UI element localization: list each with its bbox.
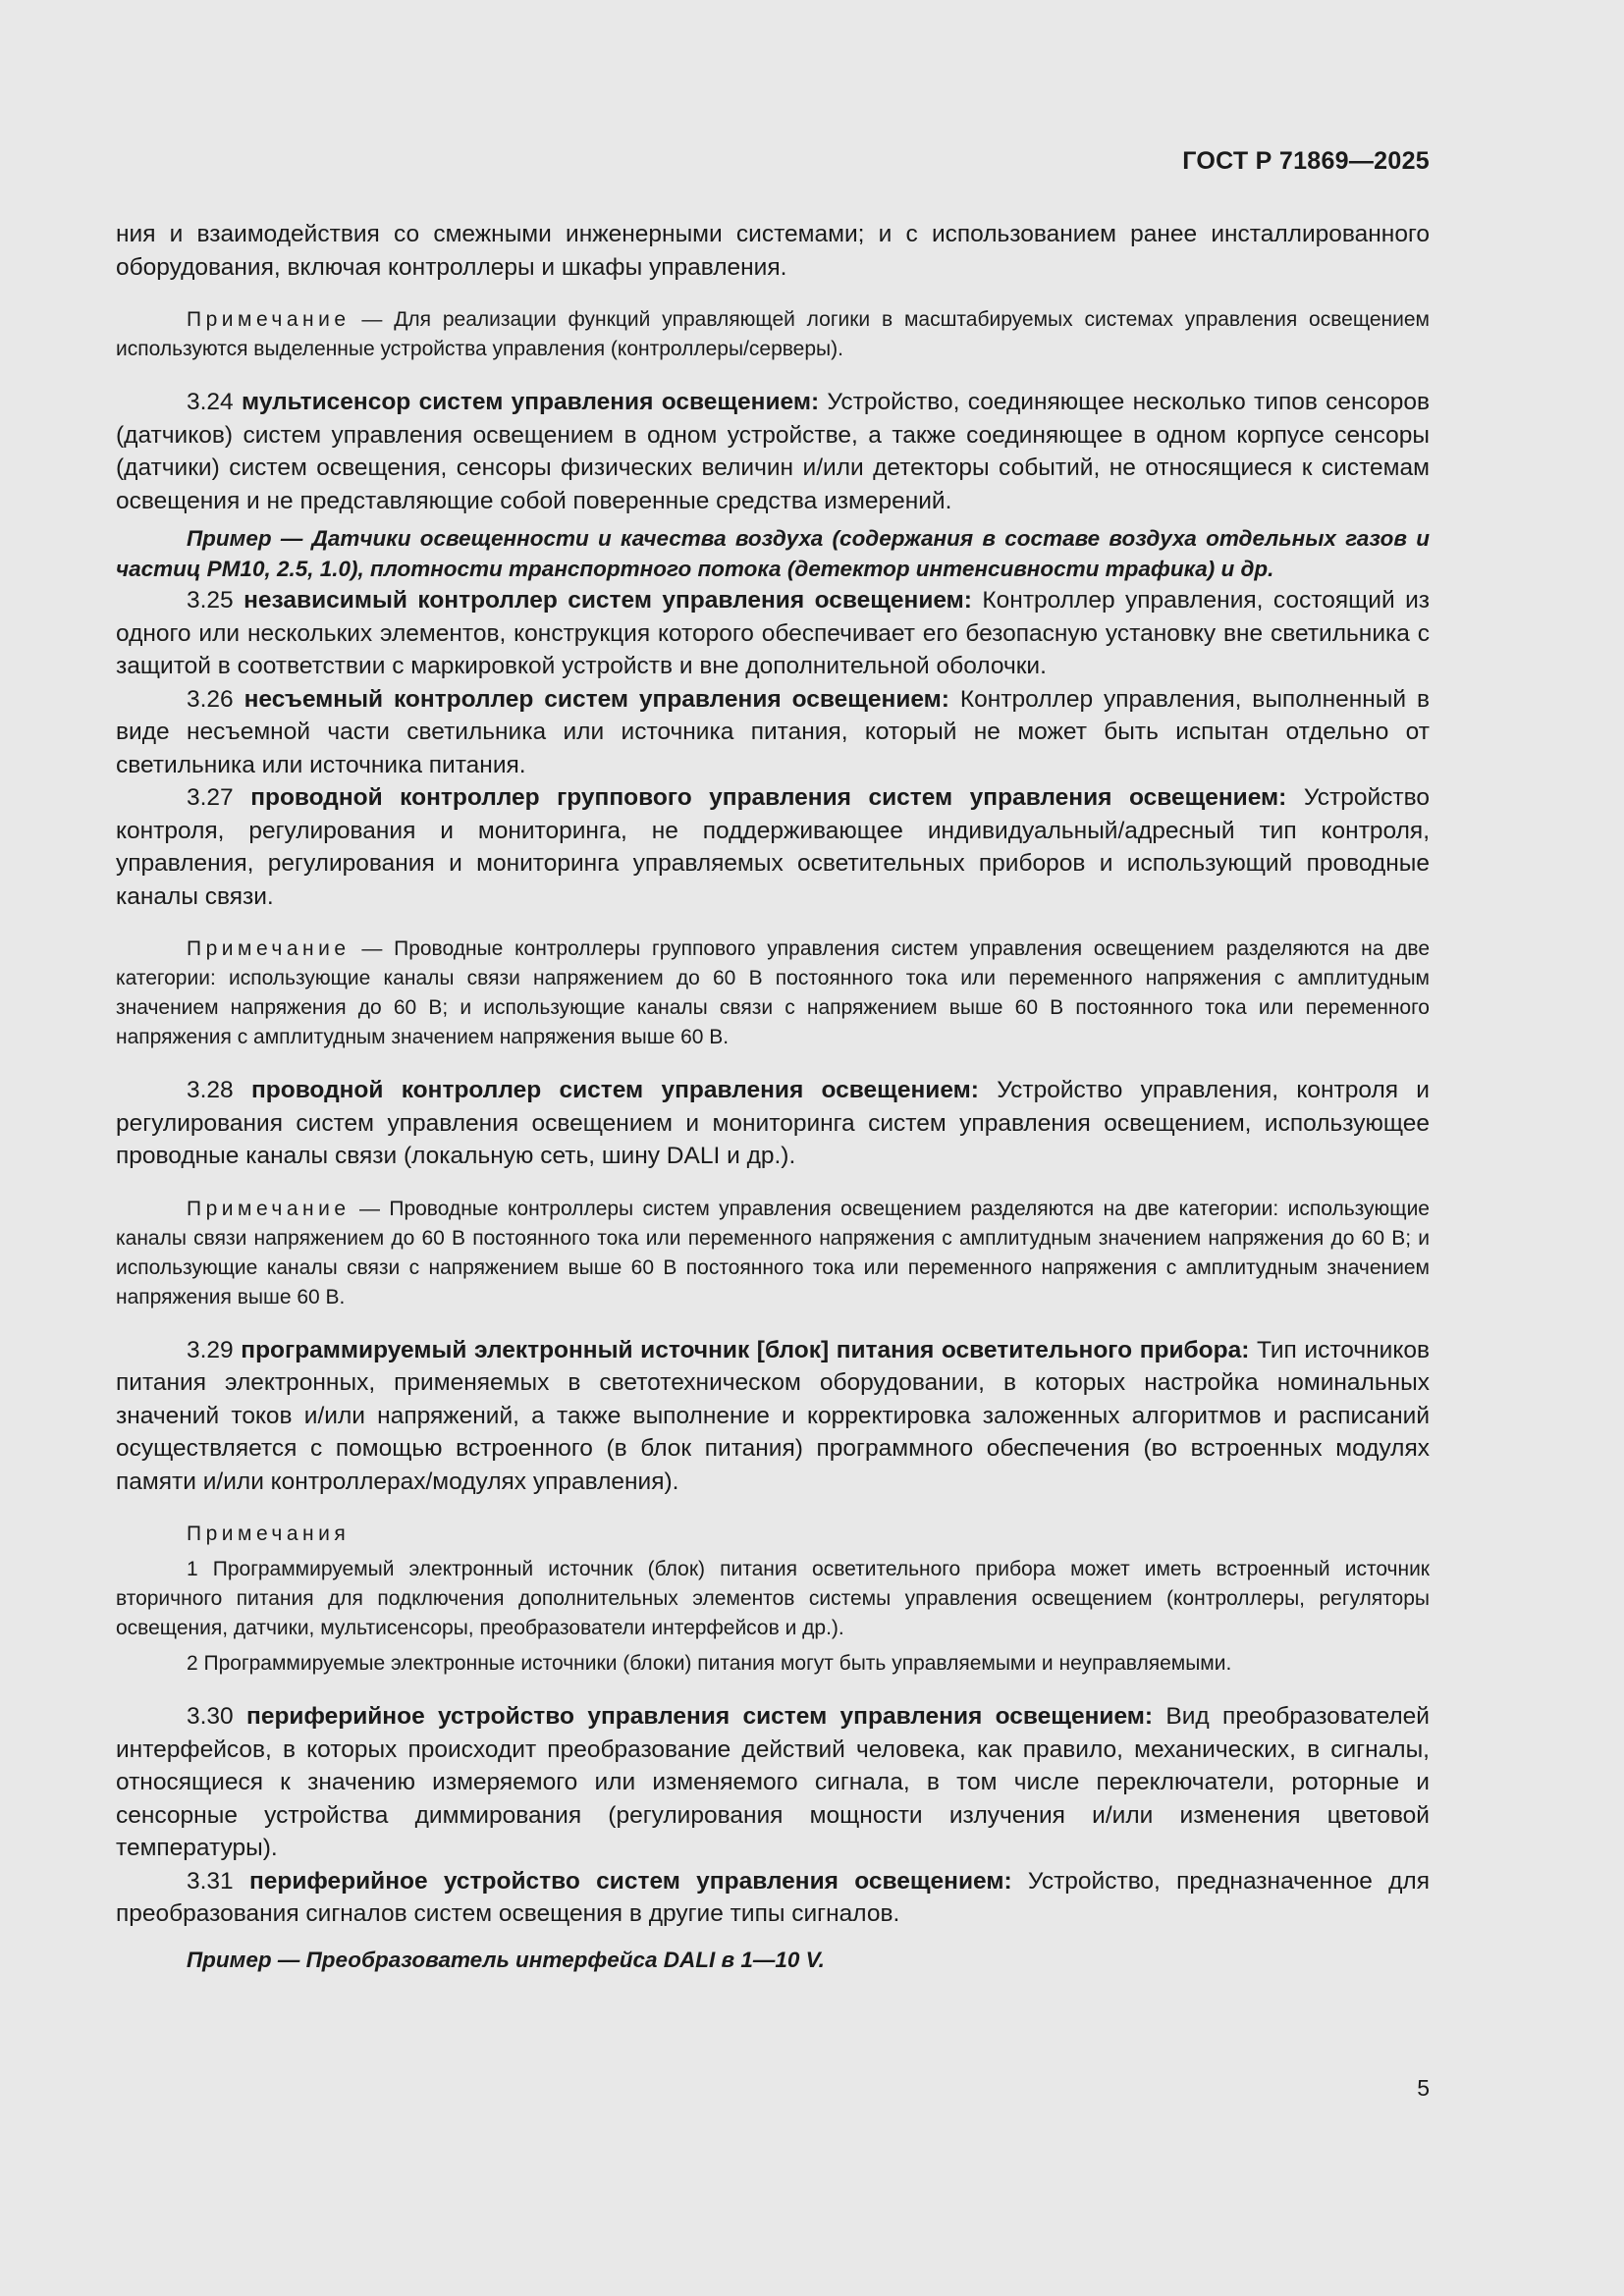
term-number: 3.31 [187, 1867, 249, 1895]
note-item-1: 1 Программируемый электронный источник (блок) питания осветительного прибора может иметь встроенный источник вторичного питания для подключения дополнительных элементов системы управления освещением (контроллеры, регуляторы освещения, датчики, мультисенсоры, преобразователи интерфейсов и др.). [116, 1558, 1430, 1639]
page-header: ГОСТ Р 71869—2025 [1182, 147, 1430, 175]
term-title: периферийное устройство систем управления освещением: [248, 1867, 1012, 1895]
note-label: Примечание [187, 308, 351, 331]
term-3-26 [116, 683, 1430, 782]
term-title: проводной контроллер группового управления систем управления освещением: [250, 784, 1287, 811]
term-definition: Устройство, соединяющее несколько типов сенсоров (датчиков) систем управления освещением в одном устройстве, а также соединяющее в одном корпусе сенсоры (датчики) систем освещения, сенсоры физических величин и/или детекторы событий, не относящиеся к системам освещения и не представляющие собой поверенные средства измерений. [116, 389, 1431, 514]
term-3-31 [116, 1865, 1430, 1931]
note [116, 1195, 1430, 1312]
paragraph-continuation: ния и взаимодействия со смежными инженерными системами; и с использованием ранее инсталлированного оборудования, включая контроллеры и шкафы управления. [116, 221, 1430, 281]
term-number: 3.28 [187, 1077, 251, 1103]
page-number: 5 [1417, 2075, 1430, 2101]
term-title: периферийное устройство управления систем управления освещением: [246, 1703, 1154, 1730]
example: Пример — Датчики освещенности и качества воздуха (содержания в составе воздуха отдельных газов и частиц PM10, 2.5, 1.0), плотности транспортного потока (детектор интенсивности трафика) и др. [116, 526, 1430, 581]
term-number: 3.29 [187, 1336, 242, 1363]
term-title: независимый контроллер систем управления освещением: [244, 587, 972, 614]
term-number: 3.27 [187, 784, 251, 811]
term-definition: Устройство контроля, регулирования и мониторинга, не поддерживающее индивидуальный/адресный тип контроля, управления, регулирования и мониторинга управляемых осветительных приборов и использующий проводные каналы связи. [116, 784, 1430, 910]
note [116, 305, 1430, 364]
note-item-2: 2 Программируемые электронные источники (блоки) питания могут быть управляемыми и неуправляемыми. [187, 1652, 1232, 1675]
note-text: — Проводные контроллеры систем управления освещением разделяются на две категории: использующие каналы связи напряжением до 60 В постоянного тока или переменного напряжения с амплитудным значением напряжения до 60 В; и использующие каналы связи с напряжением выше 60 В постоянного тока или переменного напряжения с амплитудным значением напряжения выше 60 В. [116, 1197, 1430, 1308]
term-3-29 [116, 1334, 1430, 1499]
note-label: Примечание [187, 937, 351, 960]
term-number: 3.25 [187, 587, 244, 614]
note [116, 934, 1430, 1052]
term-3-24 [116, 386, 1430, 517]
term-title: проводной контроллер систем управления освещением: [250, 1077, 979, 1103]
term-definition: Устройство управления, контроля и регулирования систем управления освещением и мониторинга систем управления освещением, использующее проводные каналы связи (локальную сеть, шину DALI и др.). [116, 1077, 1430, 1169]
term-title: мультисенсор систем управления освещением: [242, 389, 820, 415]
term-number: 3.24 [187, 389, 243, 415]
term-3-28 [116, 1074, 1430, 1173]
term-number: 3.30 [187, 1703, 247, 1730]
example: Пример — Преобразователь интерфейса DALI в 1—10 V. [187, 1947, 825, 1972]
document-body [116, 218, 1430, 1975]
term-definition: Контроллер управления, выполненный в виде несъемной части светильника или источника питания, который не может быть испытан отдельно от светильника или источника питания. [116, 685, 1430, 778]
term-number: 3.26 [187, 685, 244, 713]
note-text: — Проводные контроллеры группового управления систем управления освещением разделяются на две категории: использующие каналы связи напряжением до 60 В постоянного тока или переменного напряжения с амплитудным значением напряжения до 60 В; и использующие каналы связи с напряжением выше 60 В постоянного тока или переменного напряжения с амплитудным значением напряжения выше 60 В. [116, 937, 1430, 1048]
note-label: Примечание [187, 1197, 351, 1220]
term-definition: Тип источников питания электронных, применяемых в светотехническом оборудовании, в которых настройка номинальных значений токов и/или напряжений, а также выполнение и корректировка заложенных алгоритмов и расписаний осуществляется с помощью встроенного (в блок питания) программного обеспечения (во встроенных модулях памяти и/или контроллерах/модулях управления). [116, 1336, 1430, 1495]
term-3-30 [116, 1700, 1430, 1865]
term-3-25 [116, 584, 1430, 683]
note-text: — Для реализации функций управляющей логики в масштабируемых системах управления освещением используются выделенные устройства управления (контроллеры/серверы). [116, 308, 1430, 360]
term-definition: Контроллер управления, состоящий из одного или нескольких элементов, конструкция которого обеспечивает его безопасную установку вне светильника с защитой в соответствии с маркировкой устройств и вне дополнительной оболочки. [116, 587, 1430, 679]
term-definition: Вид преобразователей интерфейсов, в которых происходит преобразование действий человека, как правило, механических, в сигналы, относящиеся к значению измеряемого или изменяемого сигнала, в том числе переключатели, роторные и сенсорные устройства диммирования (регулирования мощности излучения и/или изменения цветовой температуры). [116, 1703, 1430, 1861]
term-title: программируемый электронный источник [блок] питания осветительного прибора: [241, 1336, 1250, 1363]
notes-label: Примечания [187, 1522, 351, 1545]
term-definition: Устройство, предназначенное для преобразования сигналов систем освещения в другие типы сигналов. [116, 1867, 1430, 1927]
term-title: несъемный контроллер систем управления освещением: [244, 685, 949, 713]
term-3-27 [116, 781, 1430, 913]
